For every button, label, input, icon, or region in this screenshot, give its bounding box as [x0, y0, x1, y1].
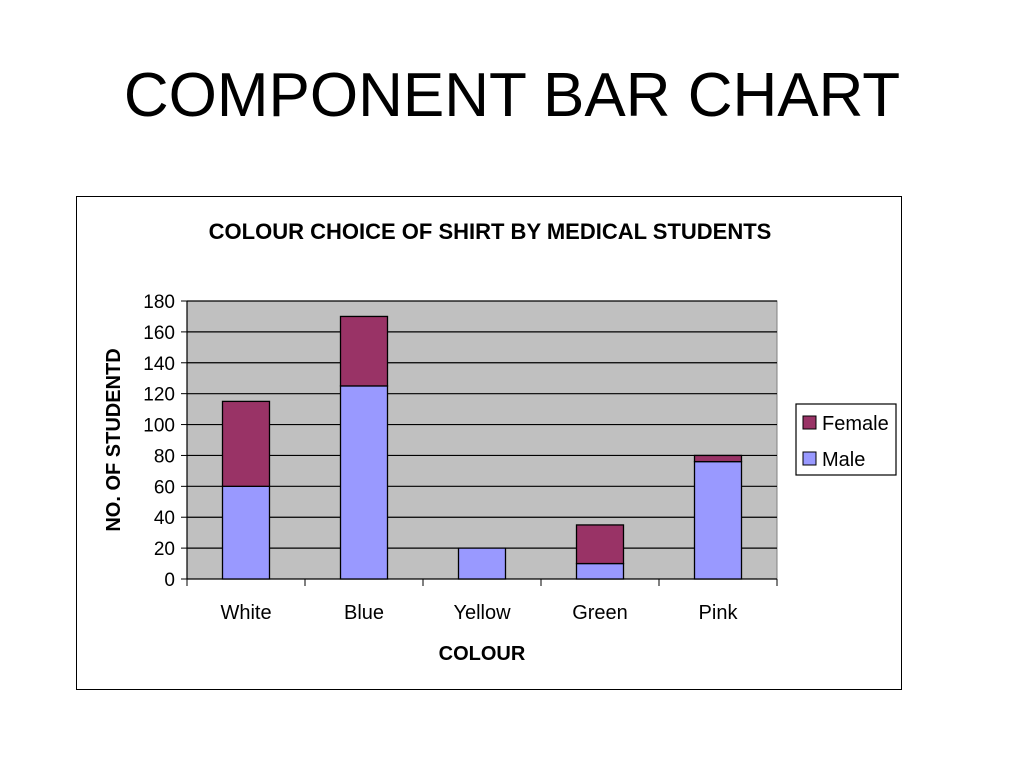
slide-title: COMPONENT BAR CHART — [123, 61, 901, 130]
y-tick-label: 180 — [143, 292, 175, 313]
bar-male-blue — [341, 386, 388, 579]
y-tick-label: 0 — [164, 570, 175, 591]
bar-male-yellow — [459, 548, 506, 579]
bar-male-green — [577, 564, 624, 579]
x-tick-label: Green — [572, 602, 628, 624]
x-tick-label: White — [220, 602, 272, 624]
legend-swatch-female — [803, 416, 816, 429]
legend-label-female: Female — [822, 413, 889, 435]
legend-label-male: Male — [822, 449, 866, 471]
y-tick-label: 160 — [143, 322, 175, 344]
y-tick-label: 60 — [153, 477, 175, 499]
bar-female-blue — [341, 316, 388, 386]
legend-swatch-male — [803, 452, 816, 465]
y-tick-label: 20 — [153, 539, 175, 561]
x-tick-label: Blue — [343, 602, 385, 624]
x-tick-label: Yellow — [453, 602, 511, 624]
bar-male-pink — [695, 462, 742, 579]
y-tick-label: 140 — [143, 353, 175, 375]
y-tick-label: 100 — [143, 415, 175, 437]
bar-female-green — [577, 525, 624, 564]
bar-female-white — [223, 401, 270, 486]
chart-title: COLOUR CHOICE OF SHIRT BY MEDICAL STUDENTS — [208, 219, 772, 244]
x-tick-label: Pink — [698, 602, 738, 624]
x-axis-label: COLOUR — [438, 643, 526, 665]
bar-male-white — [223, 486, 270, 579]
y-axis-label: NO. OF STUDENTD — [103, 348, 125, 532]
y-tick-label: 120 — [143, 384, 175, 406]
y-tick-label: 40 — [153, 508, 175, 530]
y-tick-label: 80 — [153, 446, 175, 468]
bar-female-pink — [695, 455, 742, 461]
plot-area — [187, 301, 777, 579]
